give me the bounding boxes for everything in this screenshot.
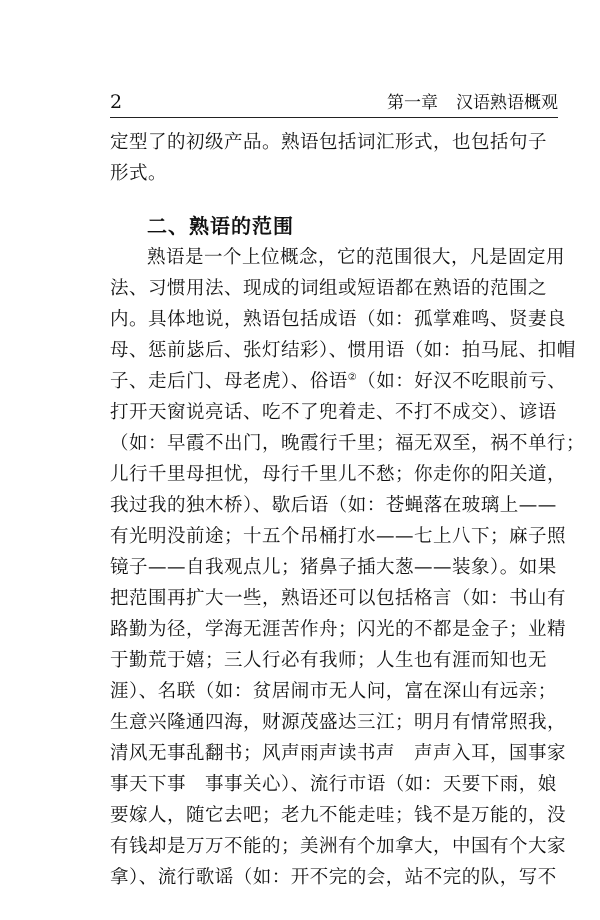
text-line: 路勤为径，学海无涯苦作舟；闪光的不都是金子；业精	[110, 619, 567, 640]
text-line-with-footnote	[110, 366, 570, 397]
text-line: 有光明没前途；十五个吊桶打水——七上八下；麻子照	[110, 526, 567, 547]
text-line: 我过我的独木桥）、歇后语（如：苍蝇落在玻璃上——	[110, 495, 557, 516]
text-line: 定型了的初级产品。熟语包括词汇形式，也包括句子	[110, 132, 548, 153]
text-line: 生意兴隆通四海，财源茂盛达三江；明月有情常照我，	[110, 712, 567, 733]
running-header	[110, 88, 558, 116]
text-line: 母、惩前毖后、张灯结彩）、惯用语（如：拍马屁、扣帽	[110, 340, 576, 361]
text-line: 要嫁人，随它去吧；老九不能走哇；钱不是万能的，没	[110, 805, 567, 826]
text-line: 事天下事 事事关心）、流行市语（如：天要下雨，娘	[110, 774, 557, 795]
body-text	[110, 127, 586, 893]
text-line: 熟语是一个上位概念，它的范围很大，凡是固定用	[147, 247, 566, 268]
chapter-title: 汉语熟语概观	[456, 93, 558, 113]
chapter-label: 第一章	[387, 93, 438, 113]
text-line: 于勤荒于嬉；三人行必有我师；人生也有涯而知也无	[110, 650, 548, 671]
text-line: 形式。	[110, 163, 168, 184]
text-line: 内。具体地说，熟语包括成语（如：孤掌难鸣、贤妻良	[110, 309, 567, 330]
text-line: 有钱却是万万不能的；美洲有个加拿大，中国有个大家	[110, 836, 567, 857]
text-line: 拿）、流行歌谣（如：开不完的会，站不完的队，写不	[110, 867, 557, 888]
text-line: 涯）、名联（如：贫居闹市无人问，富在深山有远亲；	[110, 681, 557, 702]
text-segment: 子、走后门、母老虎）、俗语	[110, 371, 348, 392]
text-line: 把范围再扩大一些，熟语还可以包括格言（如：书山有	[110, 588, 567, 609]
text-line: 清风无事乱翻书；风声雨声读书声 声声入耳，国事家	[110, 743, 567, 764]
text-line: 儿行千里母担忧，母行千里儿不愁；你走你的阳关道，	[110, 464, 567, 485]
chapter-heading	[387, 89, 558, 117]
text-line: 镜子——自我观点儿；猪鼻子插大葱——装象）。如果	[110, 557, 557, 578]
text-segment: （如：好汉不吃眼前亏、	[357, 371, 567, 392]
text-line: 打开天窗说亮话、吃不了兜着走、不打不成交）、谚语	[110, 402, 557, 423]
header-rule	[110, 117, 558, 118]
text-line: 法、习惯用法、现成的词组或短语都在熟语的范围之	[110, 278, 548, 299]
text-line: （如：早霞不出门，晚霞行千里；福无双至，祸不单行；	[110, 433, 586, 454]
page-number: 2	[110, 91, 123, 113]
footnote-marker[interactable]: ②	[347, 371, 358, 383]
section-heading: 二、熟语的范围	[147, 214, 294, 238]
